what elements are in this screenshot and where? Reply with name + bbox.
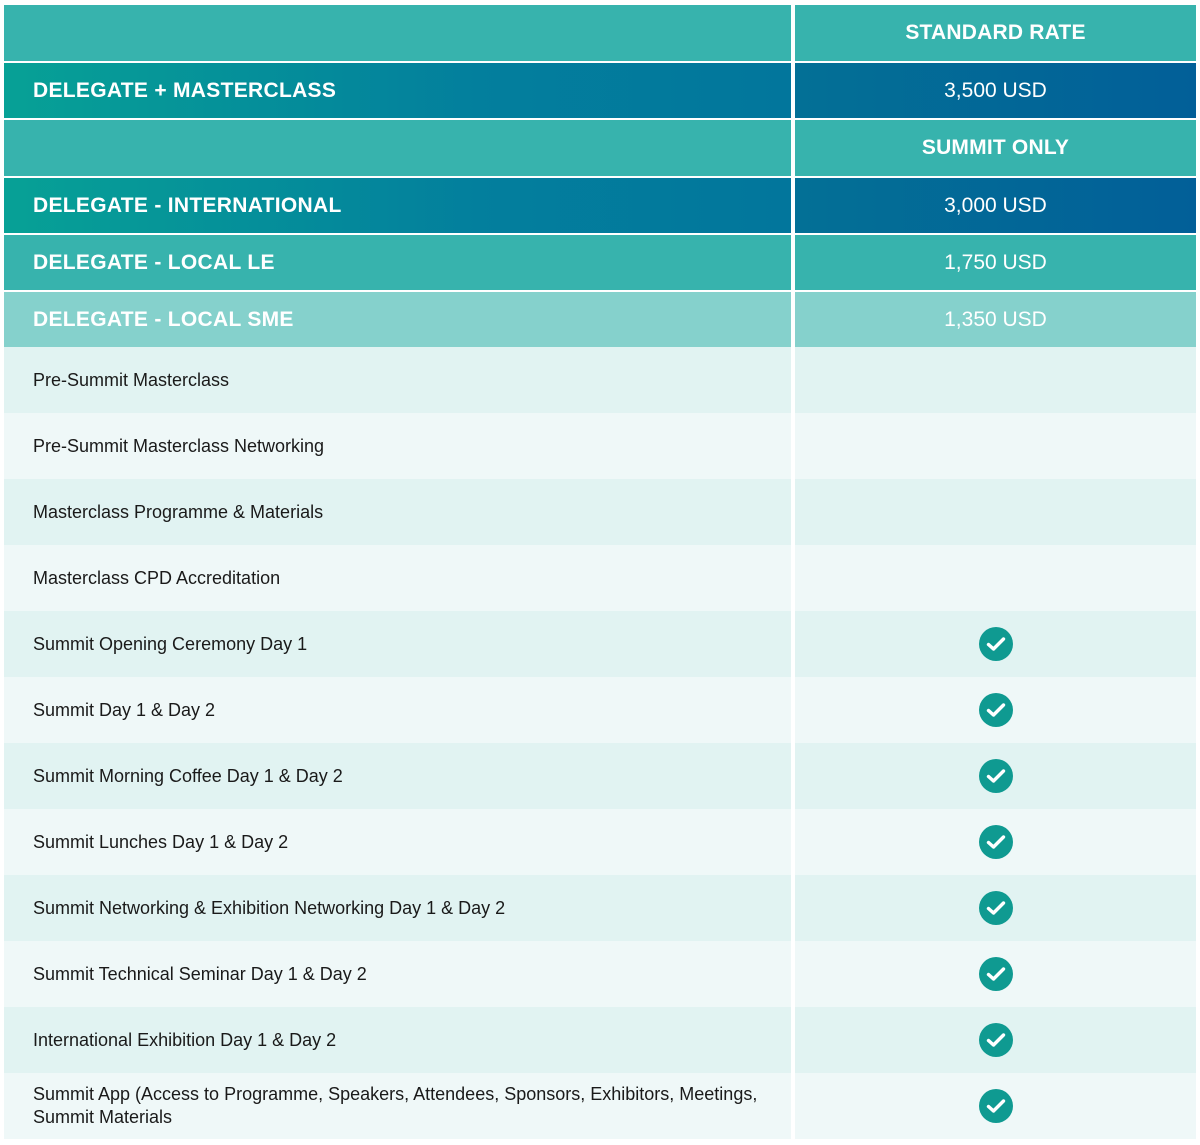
feature-label-cell	[4, 479, 791, 545]
feature-row	[4, 743, 1196, 809]
package-row	[4, 235, 1196, 290]
standard-rate-header	[795, 5, 1196, 61]
feature-row	[4, 479, 1196, 545]
header-row-summit-only	[4, 120, 1196, 176]
summit-only-label: SUMMIT ONLY	[921, 136, 1070, 159]
package-row	[4, 178, 1196, 233]
feature-row	[4, 809, 1196, 875]
header-empty-cell	[4, 120, 791, 176]
feature-label-cell	[4, 545, 791, 611]
feature-row	[4, 1073, 1196, 1139]
feature-label-cell	[4, 413, 791, 479]
feature-label-cell	[4, 743, 791, 809]
feature-included-cell	[795, 941, 1196, 1007]
feature-label-cell	[4, 677, 791, 743]
package-row	[4, 63, 1196, 118]
feature-label: Summit Networking & Exhibition Networking Day 1 & Day 2	[33, 897, 506, 918]
feature-label: Pre-Summit Masterclass Networking	[33, 435, 325, 456]
feature-included-cell	[795, 809, 1196, 875]
check-circle-icon	[979, 1023, 1013, 1057]
feature-included-cell	[795, 545, 1196, 611]
feature-row	[4, 347, 1196, 413]
header-row-standard	[4, 5, 1196, 61]
check-circle-icon	[979, 693, 1013, 727]
feature-included-cell	[795, 413, 1196, 479]
feature-row	[4, 875, 1196, 941]
feature-row	[4, 1007, 1196, 1073]
check-circle-icon	[979, 1089, 1013, 1123]
check-circle-icon	[979, 825, 1013, 859]
feature-label: Summit Morning Coffee Day 1 & Day 2	[33, 765, 343, 786]
check-circle-icon	[979, 891, 1013, 925]
feature-row	[4, 677, 1196, 743]
feature-list	[4, 347, 1196, 1139]
package-price: 3,500 USD	[944, 78, 1047, 102]
check-circle-icon	[979, 627, 1013, 661]
feature-included-cell	[795, 1073, 1196, 1139]
feature-row	[4, 545, 1196, 611]
feature-label: International Exhibition Day 1 & Day 2	[33, 1029, 337, 1050]
feature-label-cell	[4, 875, 791, 941]
package-price: 1,350 USD	[944, 307, 1047, 331]
feature-included-cell	[795, 875, 1196, 941]
feature-included-cell	[795, 743, 1196, 809]
package-price: 1,750 USD	[944, 250, 1047, 274]
feature-label-cell	[4, 1073, 791, 1139]
package-name: DELEGATE - INTERNATIONAL	[33, 193, 342, 217]
summit-only-header	[795, 120, 1196, 176]
package-row	[4, 292, 1196, 347]
pricing-table	[4, 5, 1196, 1139]
feature-label: Summit Day 1 & Day 2	[33, 699, 216, 720]
feature-label-cell	[4, 809, 791, 875]
feature-label-cell	[4, 941, 791, 1007]
feature-label: Summit App (Access to Programme, Speakers, Attendees, Sponsors, Exhibitors, Meetings, Summit Materials	[33, 1084, 758, 1127]
feature-row	[4, 941, 1196, 1007]
feature-label: Masterclass CPD Accreditation	[33, 567, 281, 588]
standard-rate-label: STANDARD RATE	[905, 21, 1086, 44]
feature-row	[4, 611, 1196, 677]
feature-label: Pre-Summit Masterclass	[33, 369, 230, 390]
feature-label-cell	[4, 611, 791, 677]
feature-label-cell	[4, 347, 791, 413]
feature-label: Masterclass Programme & Materials	[33, 501, 324, 522]
feature-included-cell	[795, 677, 1196, 743]
package-name: DELEGATE - LOCAL SME	[33, 307, 294, 331]
feature-included-cell	[795, 611, 1196, 677]
feature-label: Summit Technical Seminar Day 1 & Day 2	[33, 963, 367, 984]
feature-row	[4, 413, 1196, 479]
header-empty-cell	[4, 5, 791, 61]
feature-included-cell	[795, 1007, 1196, 1073]
feature-included-cell	[795, 347, 1196, 413]
check-circle-icon	[979, 957, 1013, 991]
feature-label: Summit Lunches Day 1 & Day 2	[33, 831, 289, 852]
package-name: DELEGATE - LOCAL LE	[33, 250, 275, 274]
feature-label: Summit Opening Ceremony Day 1	[33, 633, 308, 654]
feature-label-cell	[4, 1007, 791, 1073]
package-price: 3,000 USD	[944, 193, 1047, 217]
check-circle-icon	[979, 759, 1013, 793]
package-name: DELEGATE + MASTERCLASS	[33, 78, 337, 102]
feature-included-cell	[795, 479, 1196, 545]
